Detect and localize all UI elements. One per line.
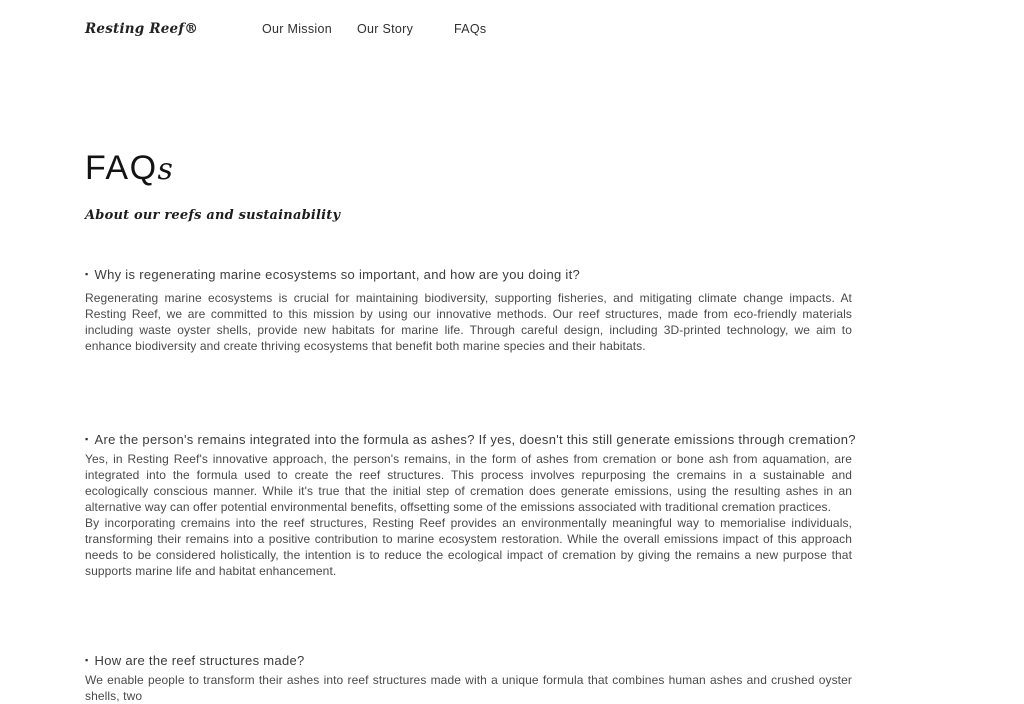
page-subtitle: About our reefs and sustainability	[85, 208, 341, 223]
faq-answer: Regenerating marine ecosystems is crucial for maintaining biodiversity, supporting fisheries, and mitigating climate change impacts. At Resting Reef, we are committed to this mission by using our innovative methods. Our reef structures, made from eco-friendly materials including waste oyster shells, provide new habitats for marine life. Through careful design, including 3D-printed technology, we aim to enhance biodiversity and create thriving ecosystems that benefit both marine species and their habitats.	[85, 291, 852, 353]
faq-answer: We enable people to transform their ashes into reef structures made with a unique formula that combines human ashes and crushed oyster shells, two	[85, 673, 852, 703]
page-title-main: FAQ	[85, 149, 158, 187]
nav-item-our-mission[interactable]: Our Mission	[262, 22, 332, 36]
nav-item-our-story[interactable]: Our Story	[357, 22, 414, 36]
faq-question-text: Are the person's remains integrated into the formula as ashes? If yes, doesn't this still generate emissions through cremation?	[94, 432, 856, 447]
page-title	[85, 150, 852, 188]
faq-question-text: Why is regenerating marine ecosystems so important, and how are you doing it?	[94, 267, 581, 282]
faq-question	[85, 651, 852, 670]
faq-question-text: How are the reef structures made?	[94, 653, 305, 668]
nav-item-faqs[interactable]: FAQs	[454, 22, 487, 36]
faq-item	[85, 265, 852, 354]
faq-item	[85, 430, 856, 579]
square-bullet-icon: ▪	[85, 269, 89, 279]
faq-item	[85, 651, 852, 704]
faq-question	[85, 265, 852, 284]
site-logo[interactable]: Resting Reef®	[85, 21, 199, 37]
faq-question	[85, 430, 856, 449]
faq-answer: By incorporating cremains into the reef structures, Resting Reef provides an environmentally meaningful way to memorialise individuals, transforming their remains into a positive contribution to marine ecosystem restoration. While the overall emissions impact of this approach needs to be considered holistically, the intention is to reduce the ecological impact of cremation by giving the remains a new purpose that supports marine life and habitat enhancement.	[85, 516, 852, 578]
faq-answer: Yes, in Resting Reef's innovative approach, the person's remains, in the form of ashes from cremation or bone ash from aquamation, are integrated into the formula used to create the reef structures. This process involves repurposing the cremains in a sustainable and ecologically conscious manner. While it's true that the initial step of cremation does generate emissions, using the resulting ashes in an alternative way can offer potential environmental benefits, offsetting some of the emissions associated with traditional cremation practices.	[85, 452, 852, 514]
faq-page-content	[85, 0, 856, 704]
page-title-suffix: s	[157, 152, 173, 187]
square-bullet-icon: ▪	[85, 655, 89, 665]
square-bullet-icon: ▪	[85, 434, 89, 444]
